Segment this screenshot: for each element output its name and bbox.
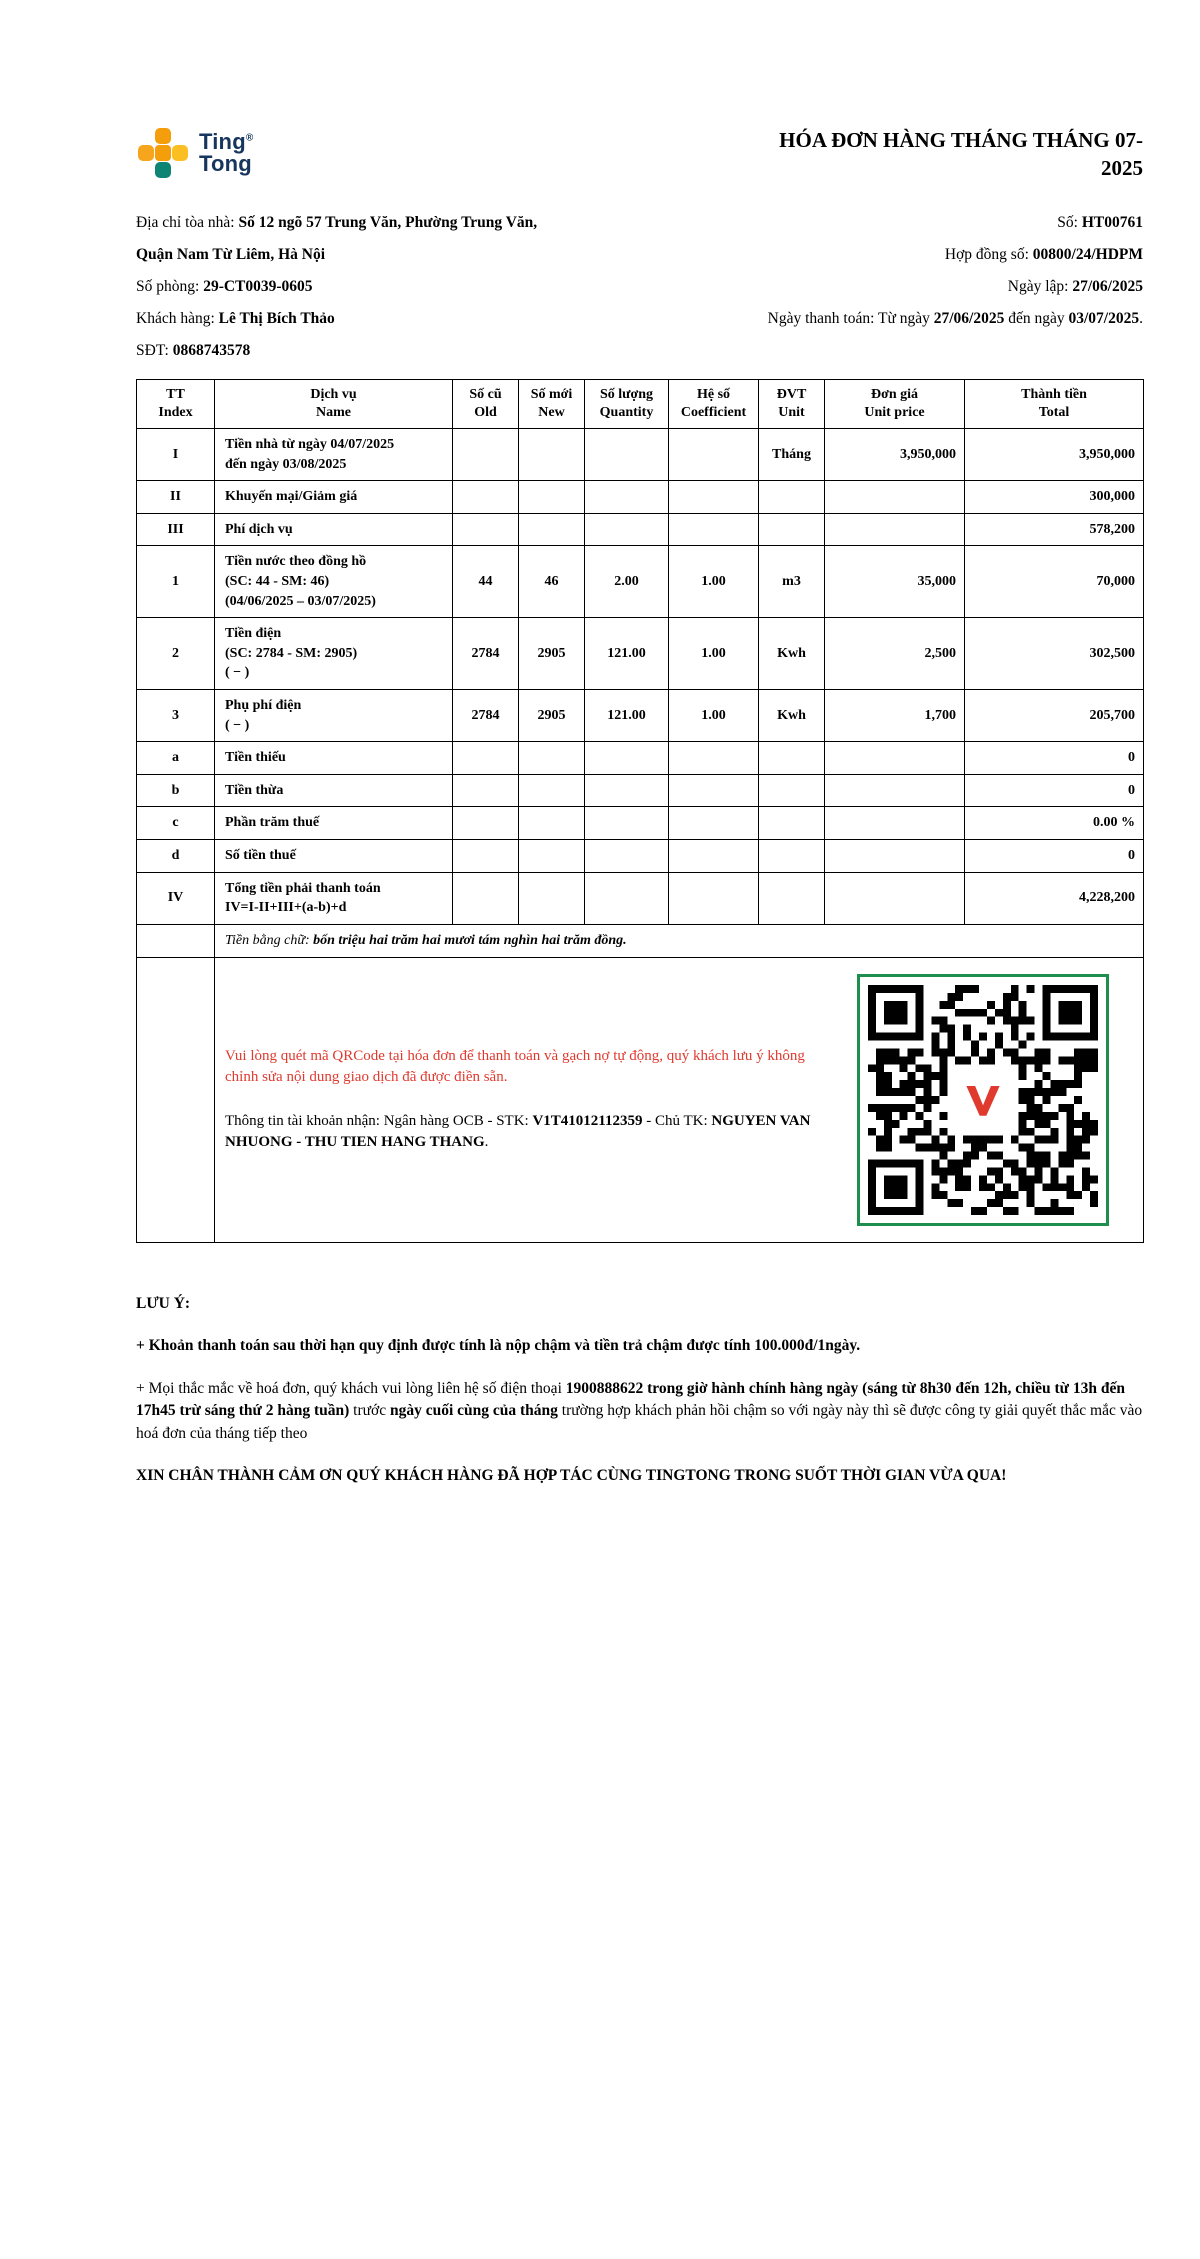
cell-new — [519, 774, 585, 807]
payment-account-info: Thông tin tài khoản nhận: Ngân hàng OCB - STK: V1T41012112359 - Chủ TK: NGUYEN VAN NHUONG - THU TIEN HANG THANG. — [225, 1112, 811, 1151]
cell-index: I — [137, 429, 215, 481]
cell-old — [453, 807, 519, 840]
table-row — [137, 546, 1144, 618]
cell-coefficient — [669, 839, 759, 872]
cell-quantity — [585, 774, 669, 807]
cell-quantity — [585, 807, 669, 840]
cell-service-name: Số tiền thuế — [215, 839, 453, 872]
table-row — [137, 690, 1144, 742]
cell-coefficient: 1.00 — [669, 618, 759, 690]
cell-coefficient: 1.00 — [669, 690, 759, 742]
cell-total: 300,000 — [965, 481, 1144, 514]
table-row — [137, 807, 1144, 840]
cell-total: 3,950,000 — [965, 429, 1144, 481]
cell-old — [453, 742, 519, 775]
cell-coefficient — [669, 774, 759, 807]
footer-notes — [136, 1293, 1143, 1488]
table-header-cell: Đơn giá Unit price — [825, 379, 965, 428]
cell-new — [519, 742, 585, 775]
table-header-cell: Số lượng Quantity — [585, 379, 669, 428]
table-row — [137, 839, 1144, 872]
cell-old — [453, 774, 519, 807]
cell-old — [453, 839, 519, 872]
table-row — [137, 429, 1144, 481]
table-header-cell: Số mới New — [519, 379, 585, 428]
cell-service-name: Khuyến mại/Giảm giá — [215, 481, 453, 514]
cell-unit-price — [825, 513, 965, 546]
cell-coefficient: 1.00 — [669, 546, 759, 618]
cell-coefficient — [669, 807, 759, 840]
invoice-table — [136, 379, 1144, 1243]
cell-unit — [759, 481, 825, 514]
cell-total: 0 — [965, 742, 1144, 775]
registered-mark: ® — [245, 132, 254, 144]
cell-unit: Kwh — [759, 690, 825, 742]
cell-total: 205,700 — [965, 690, 1144, 742]
cell-total: 4,228,200 — [965, 872, 1144, 924]
cell-new — [519, 807, 585, 840]
cell-old: 44 — [453, 546, 519, 618]
cell-index: a — [137, 742, 215, 775]
table-header-cell: Thành tiền Total — [965, 379, 1144, 428]
table-header-cell: TT Index — [137, 379, 215, 428]
cell-unit-price — [825, 774, 965, 807]
cell-unit — [759, 742, 825, 775]
cell-total: 0 — [965, 839, 1144, 872]
cell-service-name: Tiền điện (SC: 2784 - SM: 2905) ( − ) — [215, 618, 453, 690]
qr-payment-notice: Vui lòng quét mã QRCode tại hóa đơn để thanh toán và gạch nợ tự động, quý khách lưu ý không chỉnh sửa nội dung giao dịch đã được điền sẵn. — [225, 1048, 805, 1086]
cell-unit-price — [825, 872, 965, 924]
cell-service-name: Phí dịch vụ — [215, 513, 453, 546]
cell-coefficient — [669, 481, 759, 514]
cell-quantity — [585, 742, 669, 775]
info-right — [653, 207, 1143, 367]
table-row — [137, 742, 1144, 775]
cell-total: 0 — [965, 774, 1144, 807]
cell-new — [519, 481, 585, 514]
info-line: Địa chỉ tòa nhà: Số 12 ngõ 57 Trung Văn, Phường Trung Văn, — [136, 213, 538, 231]
info-line: Số phòng: 29-CT0039-0605 — [136, 277, 313, 295]
cell-quantity — [585, 839, 669, 872]
cell-old — [453, 513, 519, 546]
payment-texts — [215, 1036, 857, 1163]
cell-old — [453, 481, 519, 514]
cell-index: c — [137, 807, 215, 840]
cell-unit-price — [825, 807, 965, 840]
tingtong-logo — [136, 126, 253, 180]
table-header-cell: Dịch vụ Name — [215, 379, 453, 428]
cell-unit-price: 3,950,000 — [825, 429, 965, 481]
qr-payment-cell — [215, 957, 1144, 1242]
info-line: Hợp đồng số: 00800/24/HDPM — [944, 245, 1143, 263]
cell-old — [453, 872, 519, 924]
cell-quantity — [585, 872, 669, 924]
table-row — [137, 618, 1144, 690]
invoice-info — [136, 207, 1143, 367]
cell-unit: Tháng — [759, 429, 825, 481]
footer-thanks: XIN CHÂN THÀNH CẢM ƠN QUÝ KHÁCH HÀNG ĐÃ HỢP TÁC CÙNG TINGTONG TRONG SUỐT THỜI GIAN VỪA QUA! — [136, 1467, 1007, 1485]
table-cell-empty — [137, 924, 215, 957]
cell-quantity: 121.00 — [585, 690, 669, 742]
cell-unit — [759, 513, 825, 546]
info-line: SĐT: 0868743578 — [136, 341, 251, 359]
cell-service-name: Phụ phí điện ( − ) — [215, 690, 453, 742]
info-line: Số: HT00761 — [1057, 213, 1143, 231]
header — [136, 126, 1143, 183]
table-header-cell: ĐVT Unit — [759, 379, 825, 428]
cell-new: 2905 — [519, 690, 585, 742]
cell-new — [519, 839, 585, 872]
cell-service-name: Tiền nước theo đồng hồ (SC: 44 - SM: 46) (04/06/2025 – 03/07/2025) — [215, 546, 453, 618]
table-header-row — [137, 379, 1144, 428]
invoice-title: HÓA ĐƠN HÀNG THÁNG THÁNG 07-2025 — [779, 128, 1143, 181]
table-row — [137, 872, 1144, 924]
cell-unit — [759, 872, 825, 924]
cell-unit: m3 — [759, 546, 825, 618]
tingtong-logo-text: Ting® Tong — [199, 128, 254, 176]
cell-new — [519, 429, 585, 481]
cell-index: IV — [137, 872, 215, 924]
info-line: Khách hàng: Lê Thị Bích Thảo — [136, 309, 335, 327]
cell-old — [453, 429, 519, 481]
cell-total: 302,500 — [965, 618, 1144, 690]
cell-quantity — [585, 481, 669, 514]
cell-service-name: Phần trăm thuế — [215, 807, 453, 840]
cell-service-name: Tiền nhà từ ngày 04/07/2025 đến ngày 03/08/2025 — [215, 429, 453, 481]
cell-index: b — [137, 774, 215, 807]
cell-index: II — [137, 481, 215, 514]
qr-code — [857, 974, 1109, 1226]
cell-quantity — [585, 429, 669, 481]
cell-index: d — [137, 839, 215, 872]
cell-unit-price: 35,000 — [825, 546, 965, 618]
info-line: Ngày lập: 27/06/2025 — [1007, 277, 1143, 295]
cell-unit-price — [825, 742, 965, 775]
table-header-cell: Hệ số Coefficient — [669, 379, 759, 428]
cell-new: 46 — [519, 546, 585, 618]
cell-service-name: Tiền thiếu — [215, 742, 453, 775]
cell-total: 0.00 % — [965, 807, 1144, 840]
cell-quantity: 2.00 — [585, 546, 669, 618]
cell-new — [519, 872, 585, 924]
cell-service-name: Tổng tiền phải thanh toán IV=I-II+III+(a-b)+d — [215, 872, 453, 924]
footer-note-hotline: + Mọi thắc mắc về hoá đơn, quý khách vui lòng liên hệ số điện thoại 1900888622 trong giờ hành chính hàng ngày (sáng từ 8h30 đến 12h, chiều từ 13h đến 17h45 trừ sáng thứ 2 hàng tuần) trước ngày cuối cùng của tháng trường hợp khách phản hồi chậm so với ngày này thì sẽ được công ty giải quyết thắc mắc vào hoá đơn của tháng tiếp theo — [136, 1379, 1143, 1442]
table-cell-empty — [137, 957, 215, 1242]
cell-unit — [759, 807, 825, 840]
table-row — [137, 774, 1144, 807]
tingtong-logo-icon — [136, 126, 190, 180]
cell-unit: Kwh — [759, 618, 825, 690]
table-header-cell: Số cũ Old — [453, 379, 519, 428]
table-row — [137, 481, 1144, 514]
cell-total: 578,200 — [965, 513, 1144, 546]
qr-payment-row — [137, 957, 1144, 1242]
amount-in-words-row — [137, 924, 1144, 957]
cell-coefficient — [669, 429, 759, 481]
cell-unit-price — [825, 839, 965, 872]
info-left — [136, 207, 653, 367]
cell-old: 2784 — [453, 690, 519, 742]
cell-index: 1 — [137, 546, 215, 618]
cell-index: 2 — [137, 618, 215, 690]
cell-new — [519, 513, 585, 546]
cell-unit — [759, 839, 825, 872]
table-row — [137, 513, 1144, 546]
cell-total: 70,000 — [965, 546, 1144, 618]
info-line: Quận Nam Từ Liêm, Hà Nội — [136, 245, 326, 263]
amount-in-words: Tiền bằng chữ: bốn triệu hai trăm hai mươi tám nghìn hai trăm đồng. — [215, 924, 1144, 957]
cell-quantity: 121.00 — [585, 618, 669, 690]
footer-heading: LƯU Ý: — [136, 1294, 191, 1312]
cell-coefficient — [669, 742, 759, 775]
cell-unit-price — [825, 481, 965, 514]
info-line: Ngày thanh toán: Từ ngày 27/06/2025 đến ngày 03/07/2025. — [767, 309, 1143, 327]
cell-coefficient — [669, 872, 759, 924]
cell-new: 2905 — [519, 618, 585, 690]
cell-unit-price: 1,700 — [825, 690, 965, 742]
cell-coefficient — [669, 513, 759, 546]
bank-logo-icon — [955, 1072, 1011, 1128]
cell-quantity — [585, 513, 669, 546]
cell-index: III — [137, 513, 215, 546]
invoice-table-body — [137, 429, 1144, 925]
footer-note-late-payment: + Khoản thanh toán sau thời hạn quy định được tính là nộp chậm và tiền trả chậm được tính 100.000đ/1ngày. — [136, 1337, 861, 1355]
cell-service-name: Tiền thừa — [215, 774, 453, 807]
cell-unit — [759, 774, 825, 807]
cell-index: 3 — [137, 690, 215, 742]
cell-old: 2784 — [453, 618, 519, 690]
cell-unit-price: 2,500 — [825, 618, 965, 690]
